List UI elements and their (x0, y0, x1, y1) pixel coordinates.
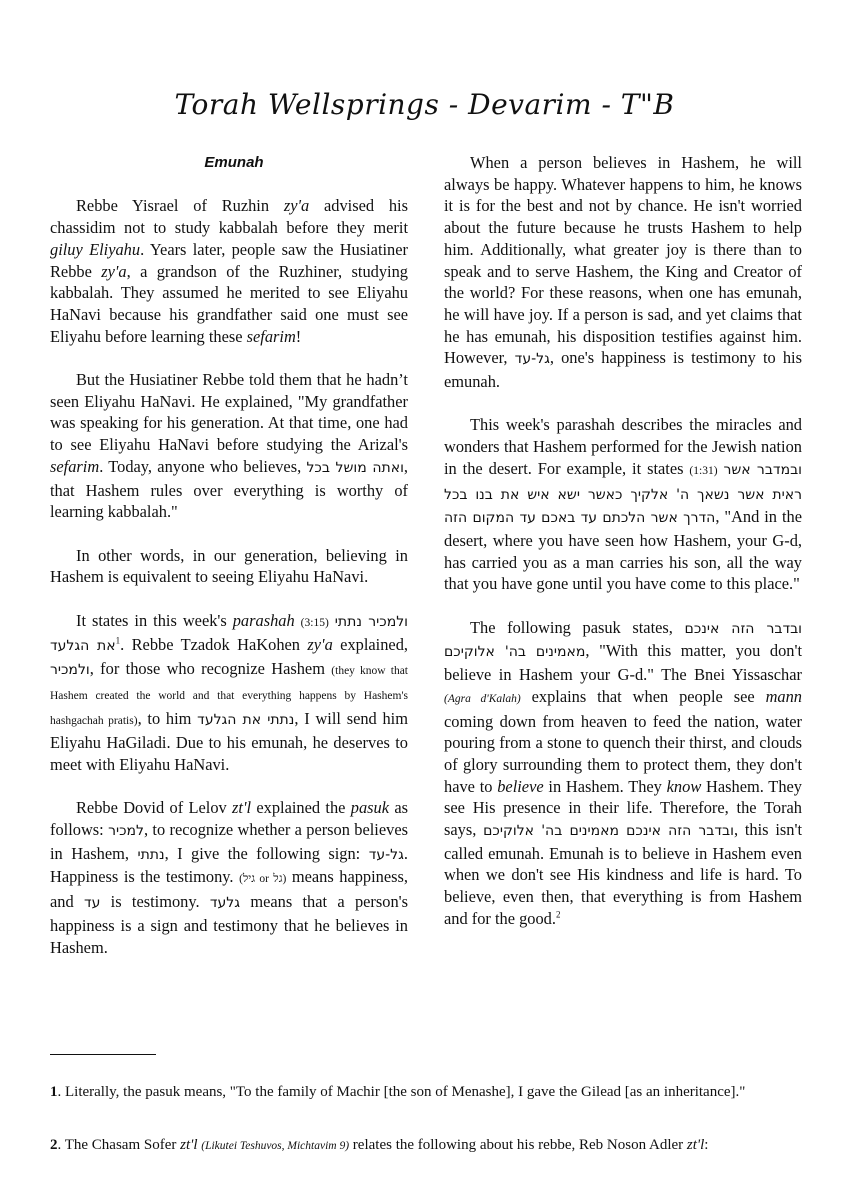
footnote: 1. Literally, the pasuk means, "To the family of Machir [the son of Menashe], I gave the Gilead [as an inheritance]." (50, 1084, 746, 1100)
footnote-number: 2 (50, 1137, 58, 1153)
left-column (50, 152, 408, 980)
paragraph: This week's parashah describes the miracles and wonders that Hashem performed for the Jewish nation in the desert. For example, it states (1:31) ובמדבר אשר ראית אשר נשאך ה' אלקיך כאשר ישא איש את בנו בכל הדרך אשר הלכתם עד באכם עד המקום הזה, "And in the desert, where you have seen how Hashem, your G-d, has carried you as a man carries his son, all the way that you have gone until you have come to this place." (444, 415, 802, 594)
footnote-ref[interactable]: 1 (115, 635, 121, 646)
paragraph: Rebbe Dovid of Lelov zt'l explained the pasuk as follows: למכיר, to recognize whether a person believes in Hashem, נתתי, I give the following sign: גל-עד. Happiness is the testimony. (גל or גיל) means happiness, and עד is testimony. גלעד means that a person's happiness is a sign and testimony that he believes in Hashem. (50, 798, 409, 957)
paragraph: In other words, in our generation, believing in Hashem is equivalent to seeing Eliyahu HaNavi. (50, 545, 408, 587)
page-title: Torah Wellsprings - Devarim - T"B (174, 88, 675, 121)
paragraph: When a person believes in Hashem, he will always be happy. Whatever happens to him, he knows it is for the best and not by chance. He isn't worried about the future because he trusts Hashem to help him. Additionally, what greater joy is there than to speak and to serve Hashem, the King and Creator of the world? For these reasons, when one has emunah, he will have joy. If a person is sad, and yet claims that he has emunah, his disposition testifies against him. However, גל-עד, one's happiness is testimony to his emunah. (444, 153, 802, 392)
paragraph: It states in this week's parashah (3:15) ולמכיר נתתי את הגלעד$^1$. Rebbe Tzadok HaKohen zy'a explained, ולמכיר, for those who recognize Hashem (they know that Hashem created the world and that everything happens by Hashem's hashgachah pratis), to him נתתי את הגלעד, I will send him Eliyahu HaGiladi. Due to his emunah, he deserves to meet with Eliyahu HaNavi. (50, 610, 408, 774)
right-column (444, 152, 802, 951)
footnote: 2. The Chasam Sofer zt'l (Likutei Teshuvos, Michtavim 9) relates the following about his rebbe, Reb Noson Adler zt'l: (50, 1137, 709, 1153)
paragraph: The following pasuk states, ובדבר הזה אינכם מאמינים בה' אלוקיכם, "With this matter, you don't believe in Hashem your G-d." The Bnei Yissaschar (Agra d'Kalah) explains that when people see mann coming down from heaven to feed the nation, water pouring from a stone to quench their thirst, and clouds of glory surrounding them to protect them, they don't have to believe in Hashem. They know Hashem. They see His presence in their life. Therefore, the Torah says, ובדבר הזה אינכם מאמינים בה' אלוקיכם, this isn't called emunah. Emunah is to believe in Hashem even when we don't see His kindness and life is hard. To believe, even then, that everything is from Hashem and for the good.$^2$ (444, 617, 802, 928)
footnote-number: 1 (50, 1084, 58, 1100)
paragraph: But the Husiatiner Rebbe told them that he hadn’t seen Eliyahu HaNavi. He explained, "My grandfather was speaking for his generation. At that time, one had to see Eliyahu HaNavi before studying the Arizal's sefarim. Today, anyone who believes, ואתה מושל בכל, that Hashem rules over everything is worthy of learning kabbalah." (50, 370, 408, 522)
footnote-divider (50, 1054, 156, 1055)
paragraph: Rebbe Yisrael of Ruzhin zy'a advised his chassidim not to study kabbalah before they merit giluy Eliyahu. Years later, people saw the Husiatiner Rebbe zy'a, a grandson of the Ruzhiner, studying kabbalah. They assumed he merited to see Eliyahu HaNavi because his grandfather said one must see Eliyahu before learning these sefarim! (50, 196, 408, 346)
footnote-ref[interactable]: 2 (555, 909, 561, 920)
section-heading: Emunah (204, 154, 264, 171)
